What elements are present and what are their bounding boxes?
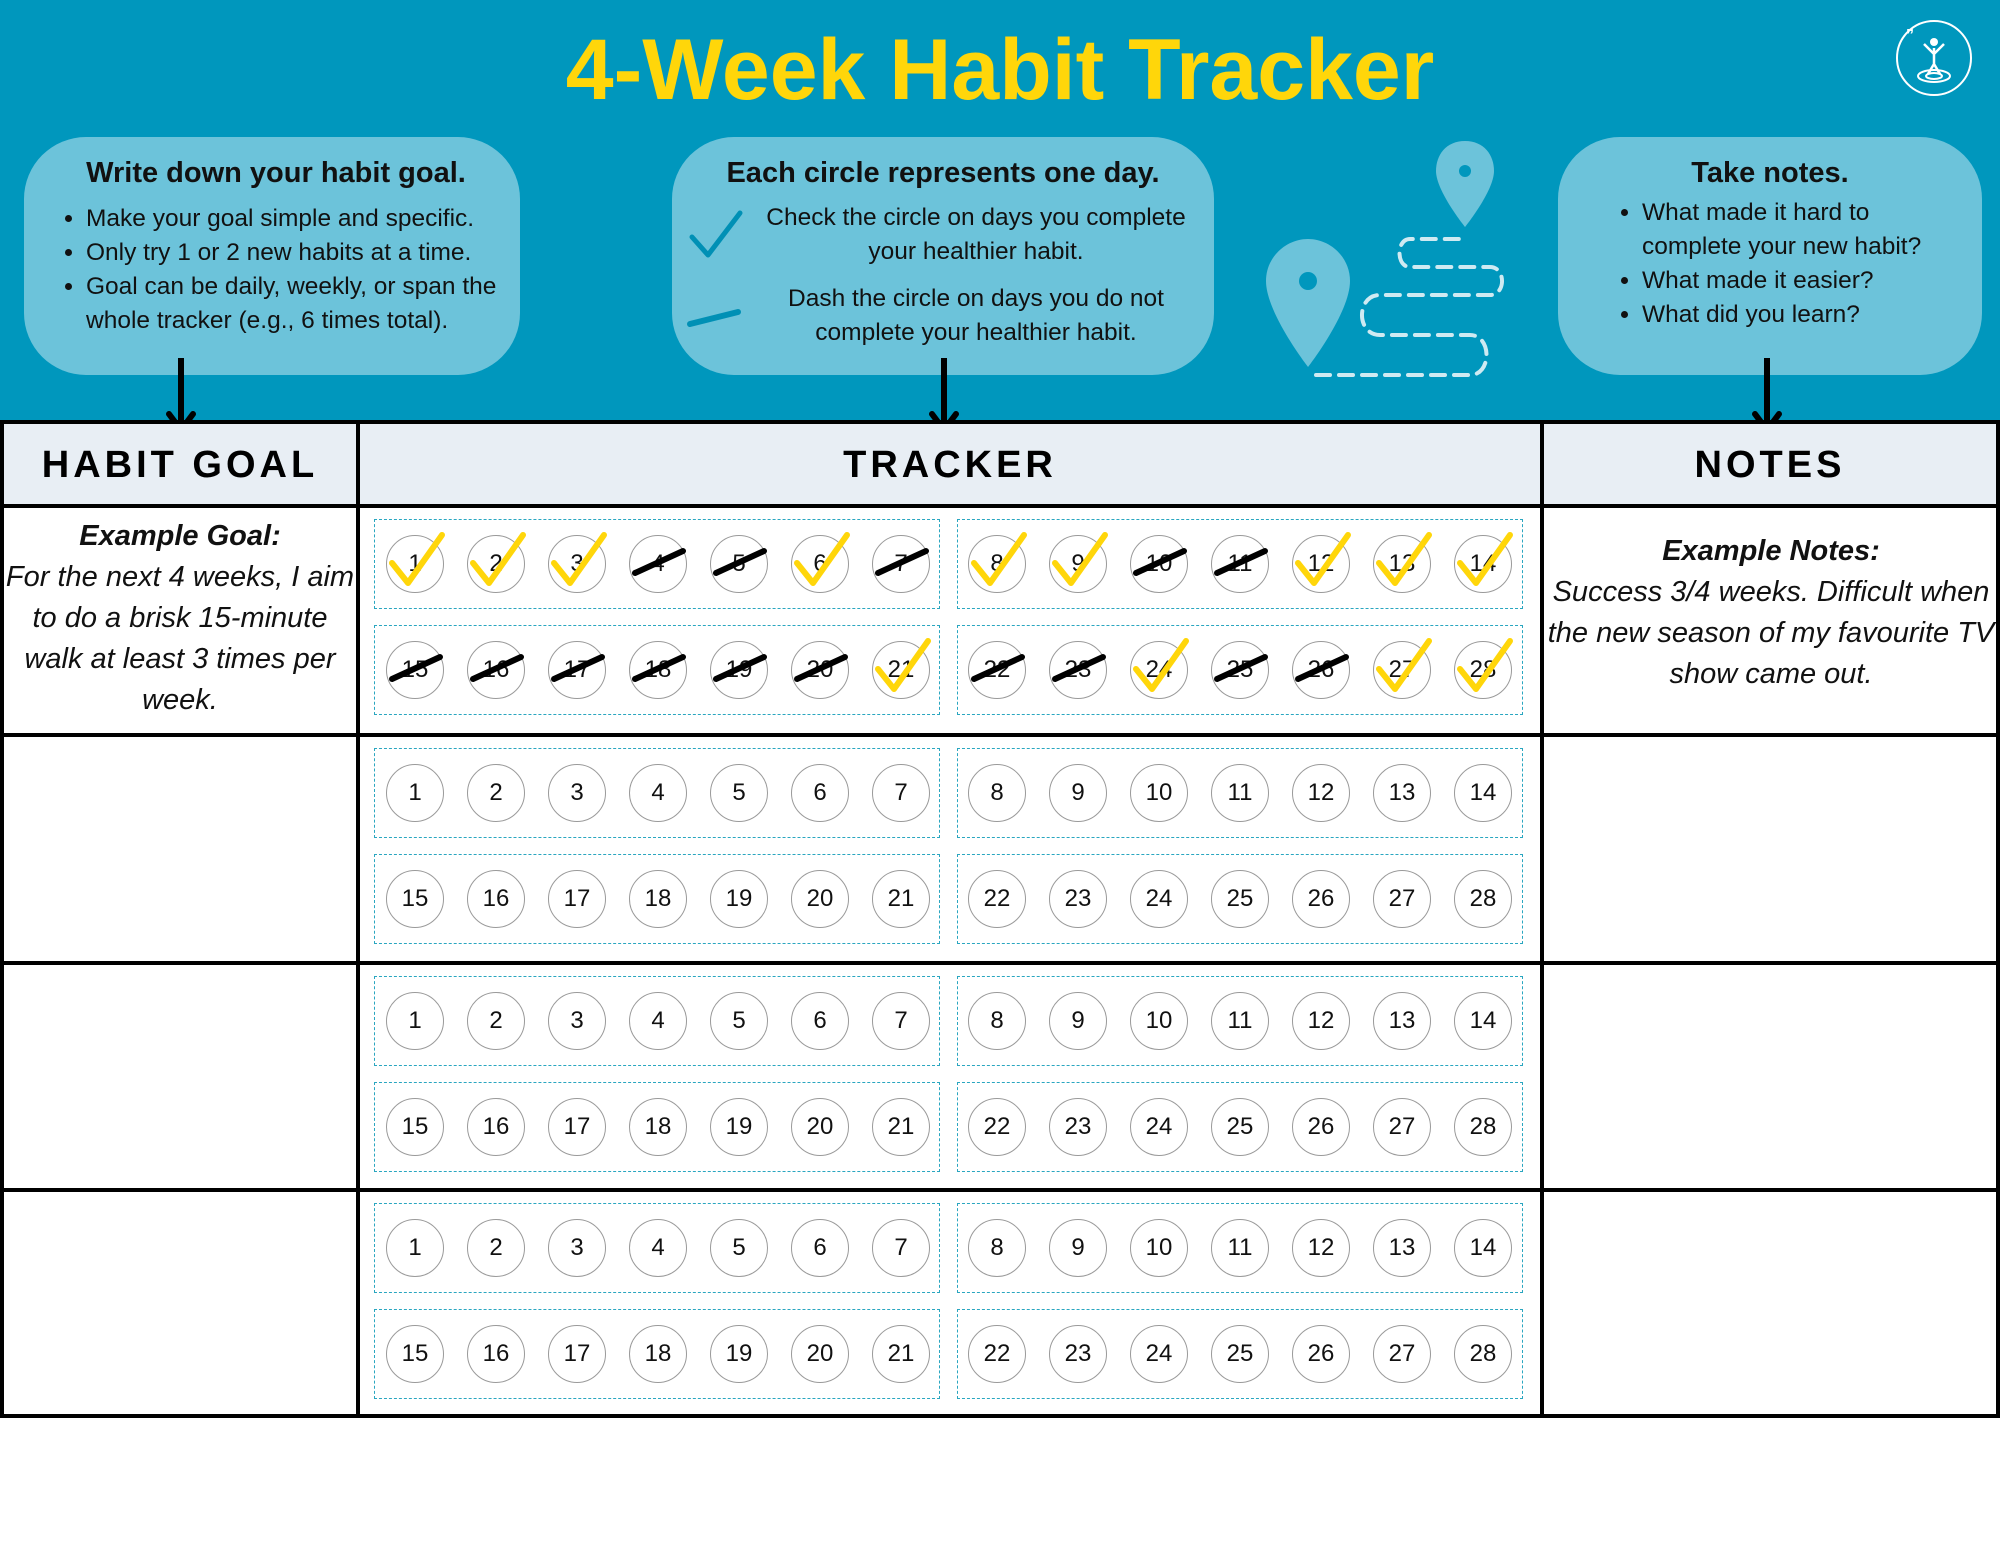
goal-instructions-bubble — [24, 137, 520, 375]
day-circle[interactable]: 27 — [1373, 1325, 1431, 1383]
goal-tip: • Goal can be daily, weekly, or span the whole tracker (e.g., 6 times total). — [86, 270, 508, 338]
table-border — [0, 420, 4, 1418]
day-circle[interactable]: 6 — [791, 764, 849, 822]
checkmark-icon — [686, 205, 746, 265]
day-circle[interactable]: 15 — [386, 870, 444, 928]
table-border — [0, 420, 2000, 424]
day-circle[interactable]: 22 — [968, 1325, 1026, 1383]
notes-tip: • What did you learn? — [1642, 298, 1968, 332]
day-circle[interactable]: 12 — [1292, 764, 1350, 822]
day-circle[interactable]: 28 — [1454, 1325, 1512, 1383]
notes-instructions-bubble — [1558, 137, 1982, 375]
day-circle[interactable]: 16 — [467, 1098, 525, 1156]
dash-legend — [686, 282, 1206, 350]
day-circle[interactable]: 3 — [548, 764, 606, 822]
day-circle[interactable]: 2 — [467, 764, 525, 822]
day-circle[interactable]: 8 — [968, 764, 1026, 822]
day-circle[interactable]: 11 — [1211, 764, 1269, 822]
svg-text:”: ” — [1906, 27, 1914, 44]
day-circle[interactable]: 27 — [1373, 641, 1431, 699]
day-circle[interactable]: 19 — [710, 870, 768, 928]
check-legend — [686, 201, 1206, 269]
day-circle[interactable]: 10 — [1130, 1219, 1188, 1277]
day-circle[interactable]: 11 — [1211, 1219, 1269, 1277]
table-border — [0, 733, 2000, 737]
day-circle[interactable]: 12 — [1292, 535, 1350, 593]
day-circle[interactable]: 26 — [1292, 1098, 1350, 1156]
day-circle[interactable]: 24 — [1130, 870, 1188, 928]
day-circle[interactable]: 23 — [1049, 641, 1107, 699]
day-circle[interactable]: 1 — [386, 764, 444, 822]
example-notes-label: Example Notes: — [1662, 535, 1880, 567]
day-circle[interactable]: 6 — [791, 1219, 849, 1277]
tracker-instructions-bubble — [672, 137, 1214, 375]
notes-instructions-list — [1572, 196, 1968, 332]
day-circle[interactable]: 24 — [1130, 641, 1188, 699]
day-circle[interactable]: 14 — [1454, 764, 1512, 822]
day-circle[interactable]: 16 — [467, 870, 525, 928]
day-circle[interactable]: 20 — [791, 1098, 849, 1156]
day-circle[interactable]: 11 — [1211, 992, 1269, 1050]
day-circle[interactable]: 25 — [1211, 870, 1269, 928]
day-circle[interactable]: 20 — [791, 1325, 849, 1383]
day-circle[interactable]: 28 — [1454, 870, 1512, 928]
day-circle[interactable]: 9 — [1049, 535, 1107, 593]
day-circle[interactable]: 2 — [467, 1219, 525, 1277]
day-circle[interactable]: 2 — [467, 992, 525, 1050]
table-border — [0, 504, 2000, 508]
day-circle[interactable]: 25 — [1211, 641, 1269, 699]
day-circle[interactable]: 12 — [1292, 1219, 1350, 1277]
tracker-instructions-heading: Each circle represents one day. — [726, 157, 1160, 189]
day-circle[interactable]: 5 — [710, 1219, 768, 1277]
map-route-pins-icon — [1260, 135, 1520, 385]
check-legend-text: Check the circle on days you complete your healthier habit. — [766, 204, 1186, 265]
day-circle[interactable]: 16 — [467, 641, 525, 699]
day-circle[interactable]: 22 — [968, 1098, 1026, 1156]
day-circle[interactable]: 6 — [791, 992, 849, 1050]
day-circle[interactable]: 15 — [386, 1098, 444, 1156]
day-circle[interactable]: 3 — [548, 1219, 606, 1277]
day-circle[interactable]: 24 — [1130, 1325, 1188, 1383]
day-circle[interactable]: 17 — [548, 870, 606, 928]
person-target-logo-icon — [1894, 18, 1974, 98]
day-circle[interactable]: 7 — [872, 1219, 930, 1277]
day-circle[interactable]: 7 — [872, 764, 930, 822]
day-circle[interactable]: 27 — [1373, 1098, 1431, 1156]
day-circle[interactable]: 19 — [710, 1098, 768, 1156]
day-circle[interactable]: 15 — [386, 1325, 444, 1383]
day-circle[interactable]: 23 — [1049, 1325, 1107, 1383]
day-circle[interactable]: 17 — [548, 1325, 606, 1383]
table-border — [1540, 420, 1544, 1418]
day-circle[interactable]: 1 — [386, 535, 444, 593]
day-circle[interactable]: 20 — [791, 641, 849, 699]
day-circle[interactable]: 10 — [1130, 992, 1188, 1050]
table-border — [356, 420, 360, 1418]
day-circle[interactable]: 26 — [1292, 870, 1350, 928]
day-circle[interactable]: 13 — [1373, 992, 1431, 1050]
example-goal — [4, 516, 356, 721]
day-circle[interactable]: 2 — [467, 535, 525, 593]
day-circle[interactable]: 24 — [1130, 1098, 1188, 1156]
goal-tip: • Only try 1 or 2 new habits at a time. — [86, 236, 508, 270]
day-circle[interactable]: 23 — [1049, 870, 1107, 928]
dash-legend-text: Dash the circle on days you do not complete your healthier habit. — [788, 285, 1164, 346]
example-goal-label: Example Goal: — [79, 520, 281, 552]
goal-tip: • Make your goal simple and specific. — [86, 202, 508, 236]
day-circle[interactable]: 5 — [710, 535, 768, 593]
day-circle[interactable]: 14 — [1454, 992, 1512, 1050]
day-circle[interactable]: 25 — [1211, 1098, 1269, 1156]
day-circle[interactable]: 1 — [386, 1219, 444, 1277]
day-circle[interactable]: 20 — [791, 870, 849, 928]
day-circle[interactable]: 1 — [386, 992, 444, 1050]
day-circle[interactable]: 26 — [1292, 641, 1350, 699]
day-circle[interactable]: 4 — [629, 1219, 687, 1277]
day-circle[interactable]: 14 — [1454, 535, 1512, 593]
day-circle[interactable]: 17 — [548, 641, 606, 699]
notes-tip: • What made it hard to complete your new habit? — [1642, 196, 1968, 264]
day-circle[interactable]: 21 — [872, 870, 930, 928]
day-circle[interactable]: 16 — [467, 1325, 525, 1383]
day-circle[interactable]: 3 — [548, 992, 606, 1050]
header-banner — [0, 0, 2000, 420]
day-circle[interactable]: 10 — [1130, 535, 1188, 593]
day-circle[interactable]: 8 — [968, 992, 1026, 1050]
tracker-header: TRACKER — [843, 444, 1057, 486]
day-circle[interactable]: 7 — [872, 535, 930, 593]
example-notes — [1546, 531, 1996, 695]
day-circle[interactable]: 22 — [968, 870, 1026, 928]
notes-header: NOTES — [1694, 444, 1846, 486]
day-circle[interactable]: 19 — [710, 1325, 768, 1383]
day-circle[interactable]: 28 — [1454, 1098, 1512, 1156]
day-circle[interactable]: 18 — [629, 641, 687, 699]
table-border — [0, 1188, 2000, 1192]
day-circle[interactable]: 21 — [872, 1098, 930, 1156]
goal-instructions-list — [44, 202, 508, 338]
day-circle[interactable]: 11 — [1211, 535, 1269, 593]
day-circle[interactable]: 9 — [1049, 1219, 1107, 1277]
day-circle[interactable]: 23 — [1049, 1098, 1107, 1156]
day-circle[interactable]: 5 — [710, 992, 768, 1050]
day-circle[interactable]: 8 — [968, 1219, 1026, 1277]
day-circle[interactable]: 9 — [1049, 764, 1107, 822]
day-circle[interactable]: 27 — [1373, 870, 1431, 928]
day-circle[interactable]: 8 — [968, 535, 1026, 593]
table-border — [0, 961, 2000, 965]
habit-goal-header: HABIT GOAL — [41, 444, 319, 486]
example-notes-text: Success 3/4 weeks. Difficult when the new season of my favourite TV show came out. — [1547, 576, 1995, 690]
table-border — [1996, 420, 2000, 1418]
day-circle[interactable]: 5 — [710, 764, 768, 822]
day-circle[interactable]: 3 — [548, 535, 606, 593]
day-circle[interactable]: 18 — [629, 870, 687, 928]
day-circle[interactable]: 15 — [386, 641, 444, 699]
day-circle[interactable]: 10 — [1130, 764, 1188, 822]
day-circle[interactable]: 7 — [872, 992, 930, 1050]
day-circle[interactable]: 13 — [1373, 764, 1431, 822]
day-circle[interactable]: 26 — [1292, 1325, 1350, 1383]
day-circle[interactable]: 22 — [968, 641, 1026, 699]
goal-instructions-heading: Write down your habit goal. — [86, 157, 466, 189]
day-circle[interactable]: 4 — [629, 764, 687, 822]
day-circle[interactable]: 28 — [1454, 641, 1512, 699]
day-circle[interactable]: 18 — [629, 1098, 687, 1156]
notes-instructions-heading: Take notes. — [1691, 157, 1849, 189]
day-circle[interactable]: 21 — [872, 1325, 930, 1383]
day-circle[interactable]: 25 — [1211, 1325, 1269, 1383]
day-circle[interactable]: 21 — [872, 641, 930, 699]
day-circle[interactable]: 9 — [1049, 992, 1107, 1050]
table-border — [0, 1414, 2000, 1418]
dash-icon — [686, 286, 746, 346]
day-circle[interactable]: 17 — [548, 1098, 606, 1156]
day-circle[interactable]: 13 — [1373, 535, 1431, 593]
day-circle[interactable]: 12 — [1292, 992, 1350, 1050]
day-circle[interactable]: 18 — [629, 1325, 687, 1383]
page-title: 4-Week Habit Tracker — [565, 22, 1435, 118]
notes-tip: • What made it easier? — [1642, 264, 1968, 298]
day-circle[interactable]: 19 — [710, 641, 768, 699]
habit-tracker-table — [0, 420, 2000, 1418]
day-circle[interactable]: 14 — [1454, 1219, 1512, 1277]
day-circle[interactable]: 4 — [629, 992, 687, 1050]
day-circle[interactable]: 6 — [791, 535, 849, 593]
example-goal-text: For the next 4 weeks, I aim to do a brisk 15-minute walk at least 3 times per week. — [5, 561, 355, 716]
day-circle[interactable]: 4 — [629, 535, 687, 593]
day-circle[interactable]: 13 — [1373, 1219, 1431, 1277]
